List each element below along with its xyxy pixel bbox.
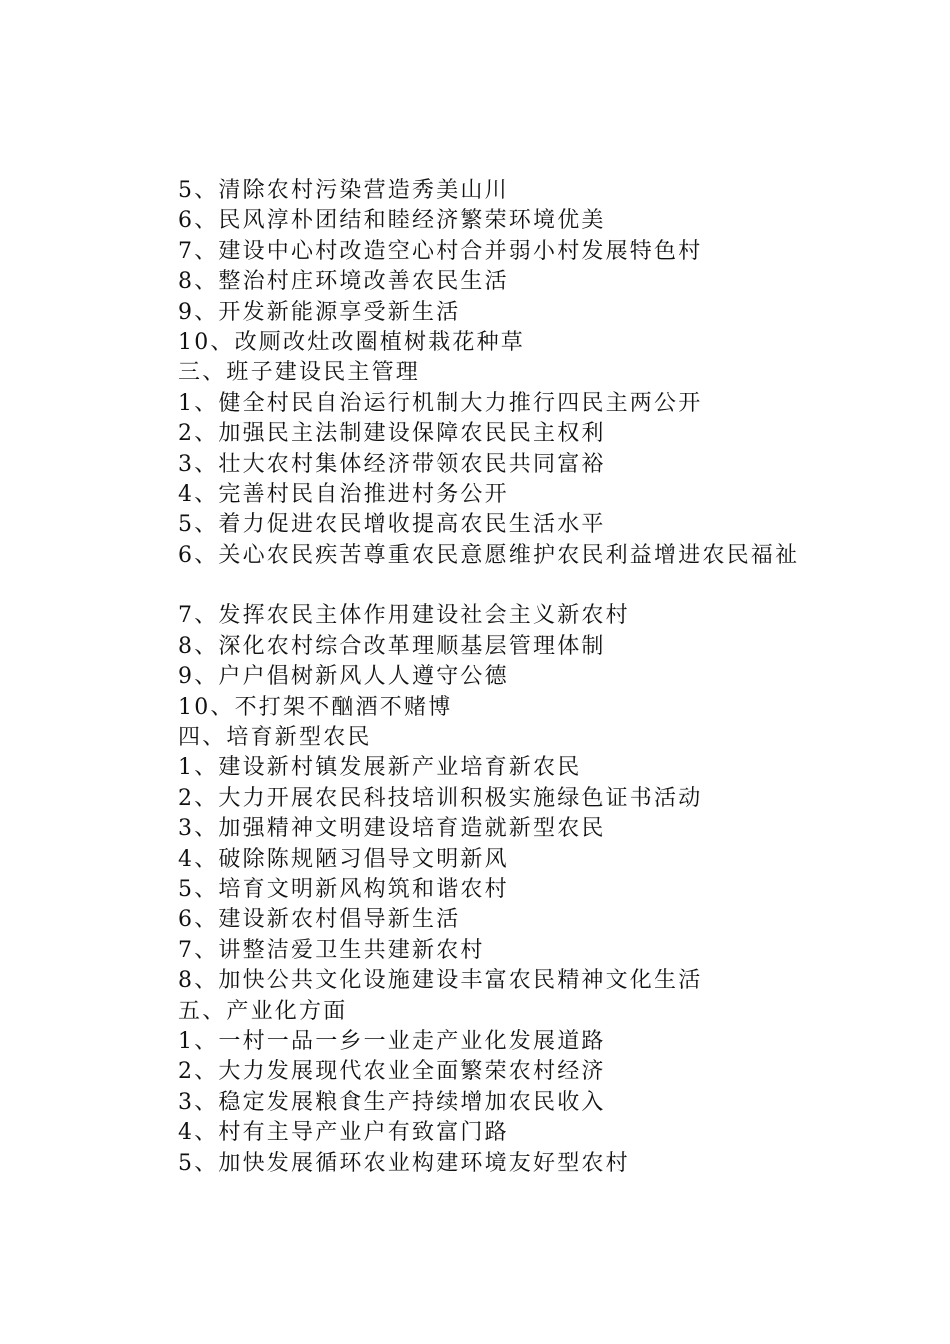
list-item: 1、建设新村镇发展新产业培育新农民: [178, 755, 582, 781]
list-item: 2、大力发展现代农业全面繁荣农村经济: [178, 1059, 606, 1085]
list-item: 5、培育文明新风构筑和谐农村: [178, 876, 509, 902]
list-item: 7、讲整洁爱卫生共建新农村: [178, 937, 485, 963]
section-heading: 五、产业化方面: [178, 998, 348, 1024]
list-item: 6、民风淳朴团结和睦经济繁荣环境优美: [178, 208, 606, 234]
list-item: 7、发挥农民主体作用建设社会主义新农村: [178, 603, 630, 629]
list-item: 7、建设中心村改造空心村合并弱小村发展特色村: [178, 238, 703, 264]
list-item: 3、壮大农村集体经济带领农民共同富裕: [178, 451, 606, 477]
list-item: 1、健全村民自治运行机制大力推行四民主两公开: [178, 390, 703, 416]
list-item: 4、完善村民自治推进村务公开: [178, 481, 509, 507]
list-item: 3、加强精神文明建设培育造就新型农民: [178, 816, 606, 842]
list-item: 9、户户倡树新风人人遵守公德: [178, 664, 509, 690]
list-item: 6、关心农民疾苦尊重农民意愿维护农民利益增进农民福祉: [178, 542, 800, 568]
section-heading: 四、培育新型农民: [178, 725, 372, 751]
list-item: 8、加快公共文化设施建设丰富农民精神文化生活: [178, 968, 703, 994]
list-item: 10、改厕改灶改圈植树栽花种草: [178, 329, 525, 355]
list-item: 8、深化农村综合改革理顺基层管理体制: [178, 633, 606, 659]
list-item: 5、加快发展循环农业构建环境友好型农村: [178, 1150, 630, 1176]
list-item: 2、大力开展农民科技培训积极实施绿色证书活动: [178, 785, 703, 811]
list-item: 4、村有主导产业户有致富门路: [178, 1120, 509, 1146]
list-item: 4、破除陈规陋习倡导文明新风: [178, 846, 509, 872]
list-item: 5、清除农村污染营造秀美山川: [178, 178, 509, 203]
list-item: 8、整治村庄环境改善农民生活: [178, 269, 509, 295]
list-item: 1、一村一品一乡一业走产业化发展道路: [178, 1028, 606, 1054]
blank-line: [178, 571, 858, 601]
list-item: 10、不打架不酗酒不赌博: [178, 694, 453, 720]
list-item: 5、着力促进农民增收提高农民生活水平: [178, 512, 606, 538]
list-item: 2、加强民主法制建设保障农民民主权利: [178, 421, 606, 447]
list-item: 6、建设新农村倡导新生活: [178, 907, 461, 933]
section-heading: 三、班子建设民主管理: [178, 360, 421, 386]
list-item: 9、开发新能源享受新生活: [178, 299, 461, 325]
document-body: [178, 176, 858, 1179]
list-item: 3、稳定发展粮食生产持续增加农民收入: [178, 1089, 606, 1115]
